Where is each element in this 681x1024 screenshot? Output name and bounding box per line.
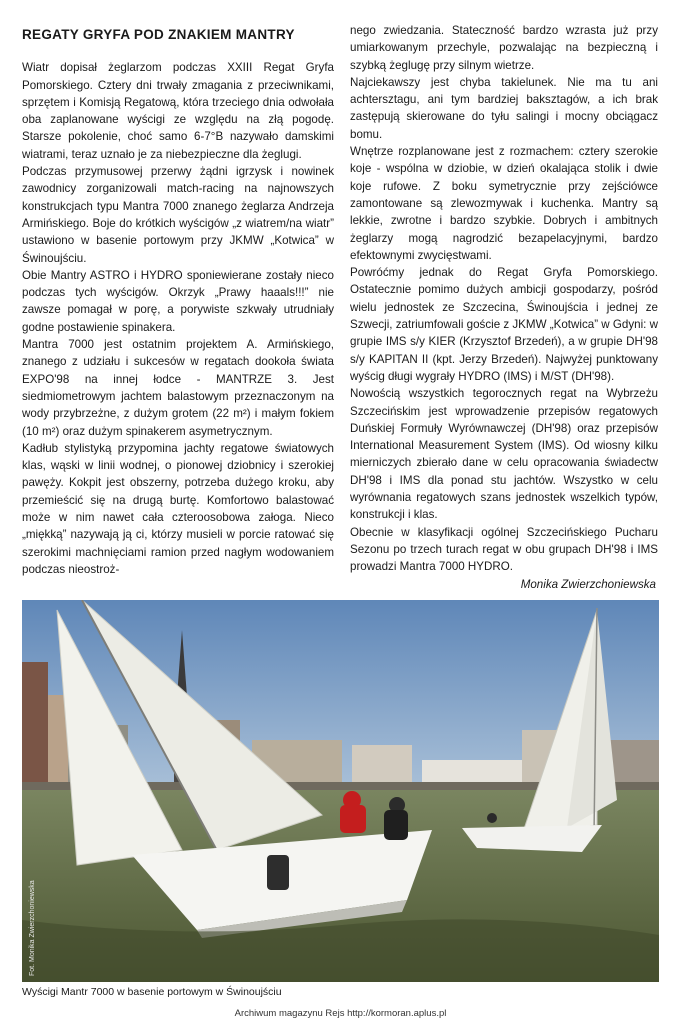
paragraph: Mantra 7000 jest ostatnim projektem A. Armińskiego, znanego z udziału i sukcesów w regatach dookoła świata EXPO'98 na innej łodce - MANTRZE 3. Jest siedmiometrowym jachtem balastowym przeznaczonym na wody przybrzeżne, z dużym grotem (22 m²) i małym fokiem (10 m²) oraz dużym spinakerem asymetrycznym. [22,338,334,438]
photo-credit: Fot. Monika Zwierzchoniewska [29,880,36,976]
paragraph: Nowością wszystkich tegorocznych regat na Wybrzeżu Szczecińskim jest wprowadzenie przepisów regatowych Duńskiej Formuły Wyrównawczej (DH'98) oraz przepisów International Measurement System (IMS). Od wiosny kilku mierniczych zbierało dane w celu opracowania świadectw DH'98 i IMS dla ponad stu jachtów. Wszystko w celu wyrównania regatowych szans jednostek wszelkich typów, konstrukcji i klas. [350,387,658,522]
paragraph: Podczas przymusowej przerwy żądni igrzysk i nowinek zawodnicy zorganizowali match-racing na najnowszych konstrukcjach typu Mantra 7000 znanego żeglarza Andrzeja Armińskiego. Boje do krótkich wyścigów „z wiatrem/na wiatr” ustawiono w basenie portowym przy JKMW „Kotwica” w Świnoujściu. [22,165,334,265]
regatta-photo [22,600,659,982]
article-left-column [22,20,334,578]
paragraph: Najciekawszy jest chyba takielunek. Nie ma tu ani achtersztagu, ani tym bardziej baksztagów, a ich brak zastępują skierowane do tyłu salingi i mocny obciągacz bomu. [350,75,658,141]
paragraph: Kadłub stylistyką przypomina jachty regatowe światowych klas, wąski w linii wodnej, o pionowej dziobnicy i szerokiej pawęży. Kokpit jest obszerny, potrzeba dużego kroku, aby przemieścić się na drugą burtę. Komfortowo balastować może w nim nawet cała czteroosobowa załoga. Nieco „miękką” nazywają ją ci, którzy musieli w porcie ratować się szerokimi machnięciami ramion przed nagłym wodowaniem podczas nieostroż- [22,441,334,576]
paragraph: Wnętrze rozplanowane jest z rozmachem: cztery szerokie koje - wspólna w dziobie, w dzień okalająca stolik i dwie koje rufowe. Z boku symetrycznie przy zejściówce zamontowane są zlewozmywak i kuchenka. Mantry są lekkie, zwrotne i bardzo szybkie. Dobrych i ambitnych żeglarzy mogą nagrodzić bezapelacyjnymi, bardzo efektownymi zwycięstwami. [350,145,658,262]
photo-caption: Wyścigi Mantr 7000 w basenie portowym w Świnoujściu [22,986,282,998]
archive-footer: Archiwum magazynu Rejs http://kormoran.aplus.pl [234,1008,447,1019]
paragraph: Obecnie w klasyfikacji ogólnej Szczecińskiego Pucharu Sezonu po trzech turach regat w obu grupach DH'98 i IMS prowadzi Mantra 7000 HYDRO. [350,525,658,574]
paragraph: Powróćmy jednak do Regat Gryfa Pomorskiego. Ostatecznie pomimo dużych ambicji gospodarzy, pośród wielu jednostek ze Szczecina, Świnoujścia i jednej ze Szwecji, zatriumfowali goście z JKMW „Kotwica” w Gdyni: w grupie IMS s/y KIER (Krzysztof Brzedeń), a w grupie DH'98 s/y KAPITAN II (kpt. Jerzy Brzedeń). Najwyżej punktowany wyścig długi wygrały HYDRO (IMS) i M/ST (DH'98). [350,266,658,383]
article-right-column [350,22,658,593]
sailboats-illustration [22,600,659,982]
paragraph: nego zwiedzania. Stateczność bardzo wzrasta już przy umiarkowanym przechyle, pozwalając na bezpieczną i szybką żeglugę przy silnym wietrze. [350,24,658,72]
paragraph: Wiatr dopisał żeglarzom podczas XXIII Regat Gryfa Pomorskiego. Cztery dni trwały zmagania z przeciwnikami, sprzętem i Komisją Regatową, która trzeciego dnia odwołała oba zaplanowane wyścigi ze względu na złą pogodę. Starsze pokolenie, choć samo 6-7°B nazywało damskimi wiatrami, teraz uznało je za niebezpieczne dla żeglugi. [22,61,334,161]
article-title: REGATY GRYFA POD ZNAKIEM MANTRY [22,27,295,42]
paragraph: Obie Mantry ASTRO i HYDRO sponiewierane zostały nieco podczas tych wyścigów. Okrzyk „Prawy haaals!!!” nie zawsze pomagał w porę, a porywiste szkwały utrudniały godne postawienie spinakera. [22,268,334,334]
author-signature: Monika Zwierzchoniewska [520,577,656,591]
